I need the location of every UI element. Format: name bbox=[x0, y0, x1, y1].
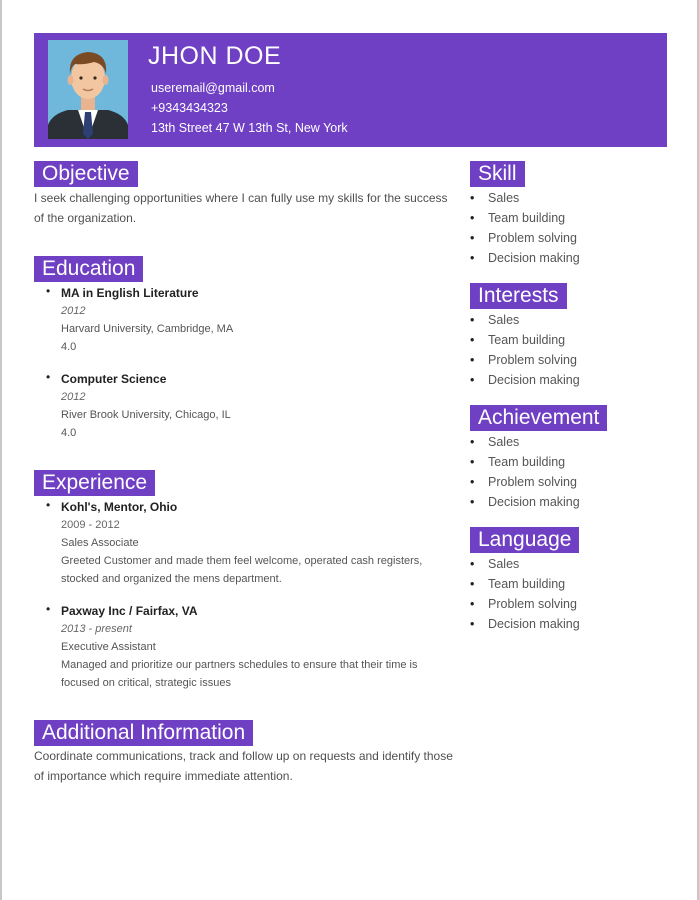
list-item: • Decision making bbox=[470, 492, 580, 512]
bullet: • bbox=[46, 284, 51, 298]
page-edge-left bbox=[0, 0, 2, 900]
resume-header bbox=[34, 33, 667, 147]
additional-info-title: Additional Information bbox=[34, 720, 253, 746]
person-avatar-icon bbox=[48, 40, 128, 139]
skill-list bbox=[470, 188, 580, 268]
job-description: Greeted Customer and made them feel welcome, operated cash registers, stocked and organized the mens department. bbox=[61, 555, 423, 585]
job-role: Executive Assistant bbox=[61, 641, 156, 653]
gpa-value: 4.0 bbox=[61, 341, 77, 353]
education-entry bbox=[46, 370, 231, 442]
list-item: • Team building bbox=[470, 574, 580, 594]
job-role: Sales Associate bbox=[61, 537, 139, 549]
additional-info-text: Coordinate communications, track and follow up on requests and identify those of importance which require immediate attention. bbox=[34, 749, 453, 783]
experience-entry bbox=[46, 602, 451, 692]
education-title: Education bbox=[34, 256, 143, 282]
objective-title: Objective bbox=[34, 161, 138, 187]
experience-entry bbox=[46, 498, 451, 588]
phone-text: +9343434323 bbox=[151, 101, 228, 115]
list-item: • Sales bbox=[470, 188, 580, 208]
list-item: • Problem solving bbox=[470, 228, 580, 248]
list-item: • Decision making bbox=[470, 614, 580, 634]
education-entry bbox=[46, 284, 234, 356]
list-item: • Decision making bbox=[470, 248, 580, 268]
address-text: 13th Street 47 W 13th St, New York bbox=[151, 121, 348, 135]
email-text: useremail@gmail.com bbox=[151, 81, 275, 95]
list-item: • Team building bbox=[470, 330, 580, 350]
education-year: 2012 bbox=[61, 391, 86, 403]
experience-title: Experience bbox=[34, 470, 155, 496]
list-item: • Problem solving bbox=[470, 350, 580, 370]
school-name: River Brook University, Chicago, IL bbox=[61, 409, 231, 421]
bullet: • bbox=[46, 370, 51, 384]
degree-name: Computer Science bbox=[61, 372, 167, 386]
achievement-list bbox=[470, 432, 580, 512]
candidate-name: JHON DOE bbox=[148, 42, 282, 70]
bullet: • bbox=[46, 498, 51, 512]
objective-text: I seek challenging opportunities where I can fully use my skills for the success of the organization. bbox=[34, 191, 448, 225]
achievement-title: Achievement bbox=[470, 405, 607, 431]
list-item: • Problem solving bbox=[470, 594, 580, 614]
experience-period: 2009 - 2012 bbox=[61, 519, 120, 531]
list-item: • Team building bbox=[470, 208, 580, 228]
list-item: • Sales bbox=[470, 554, 580, 574]
list-item: • Sales bbox=[470, 310, 580, 330]
education-year: 2012 bbox=[61, 305, 86, 317]
company-name: Paxway Inc / Fairfax, VA bbox=[61, 604, 198, 618]
school-name: Harvard University, Cambridge, MA bbox=[61, 323, 234, 335]
company-name: Kohl's, Mentor, Ohio bbox=[61, 500, 178, 514]
bullet: • bbox=[46, 602, 51, 616]
interests-list bbox=[470, 310, 580, 390]
list-item: • Team building bbox=[470, 452, 580, 472]
language-list bbox=[470, 554, 580, 634]
list-item: • Sales bbox=[470, 432, 580, 452]
list-item: • Problem solving bbox=[470, 472, 580, 492]
degree-name: MA in English Literature bbox=[61, 286, 199, 300]
gpa-value: 4.0 bbox=[61, 427, 77, 439]
skill-title: Skill bbox=[470, 161, 525, 187]
interests-title: Interests bbox=[470, 283, 567, 309]
list-item: • Decision making bbox=[470, 370, 580, 390]
language-title: Language bbox=[470, 527, 579, 553]
experience-period: 2013 - present bbox=[61, 623, 132, 635]
job-description: Managed and prioritize our partners schedules to ensure that their time is focused on critical, strategic issues bbox=[61, 659, 418, 689]
avatar bbox=[48, 40, 128, 139]
